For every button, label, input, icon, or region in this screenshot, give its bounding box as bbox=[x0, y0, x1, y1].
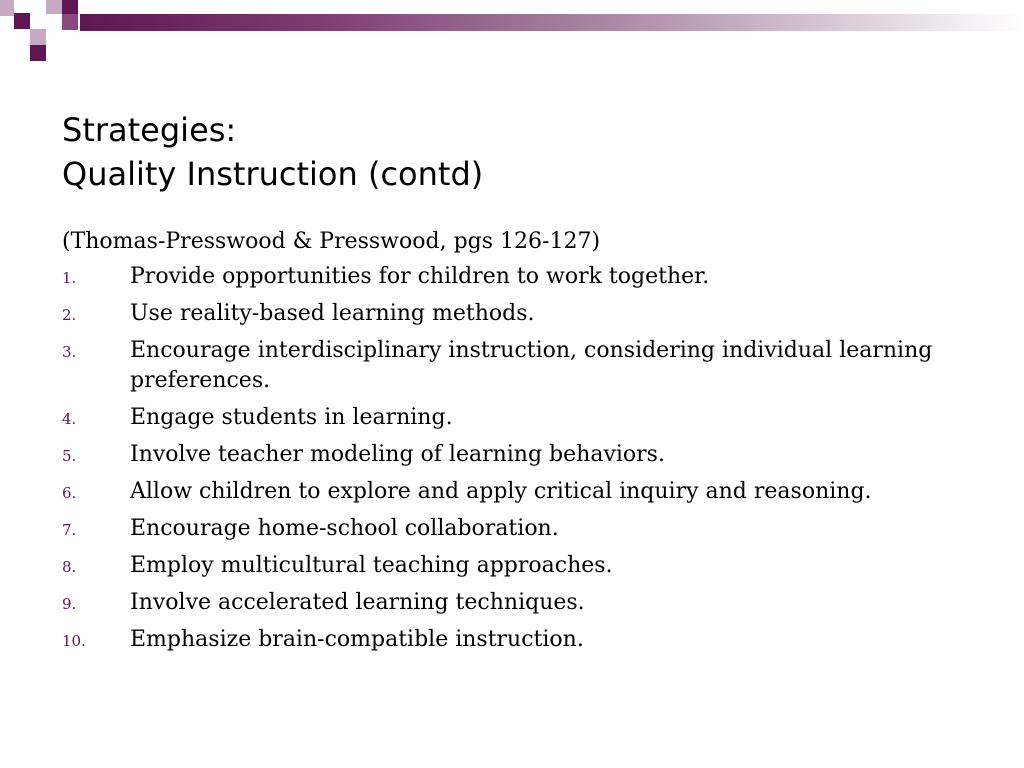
list-item bbox=[62, 551, 962, 581]
item-number: 3. bbox=[62, 343, 77, 361]
item-text: Involve teacher modeling of learning behaviors. bbox=[130, 442, 665, 467]
slide-title bbox=[62, 108, 962, 196]
gradient-bar bbox=[80, 14, 1024, 31]
list-item bbox=[62, 625, 962, 655]
decor-square bbox=[0, 0, 14, 16]
item-text: Engage students in learning. bbox=[130, 405, 453, 430]
item-text: Allow children to explore and apply critical inquiry and reasoning. bbox=[130, 479, 872, 504]
item-number: 1. bbox=[62, 269, 77, 287]
slide-body bbox=[62, 226, 962, 662]
item-number: 6. bbox=[62, 484, 77, 502]
strategy-list bbox=[62, 262, 962, 655]
item-number: 5. bbox=[62, 447, 77, 465]
decor-square bbox=[46, 0, 62, 14]
list-item bbox=[62, 262, 962, 292]
decor-square bbox=[30, 29, 46, 45]
item-number: 4. bbox=[62, 410, 77, 428]
item-text: Use reality-based learning methods. bbox=[130, 301, 535, 326]
item-text: Provide opportunities for children to work together. bbox=[130, 264, 710, 289]
item-text: Emphasize brain-compatible instruction. bbox=[130, 627, 584, 652]
list-item bbox=[62, 588, 962, 618]
item-text: Encourage interdisciplinary instruction, considering individual learning preferences. bbox=[130, 338, 933, 393]
decor-square bbox=[30, 45, 46, 61]
item-number: 10. bbox=[62, 632, 86, 650]
citation: (Thomas-Presswood & Presswood, pgs 126-127) bbox=[62, 229, 601, 254]
title-line-2: Quality Instruction (contd) bbox=[62, 155, 484, 193]
list-item bbox=[62, 440, 962, 470]
item-text: Employ multicultural teaching approaches. bbox=[130, 553, 613, 578]
decor-square bbox=[14, 13, 30, 29]
item-number: 2. bbox=[62, 306, 77, 324]
decor-square bbox=[62, 14, 78, 30]
item-number: 8. bbox=[62, 558, 77, 576]
item-text: Encourage home-school collaboration. bbox=[130, 516, 559, 541]
list-item bbox=[62, 477, 962, 507]
item-text: Involve accelerated learning techniques. bbox=[130, 590, 585, 615]
list-item bbox=[62, 336, 962, 396]
list-item bbox=[62, 403, 962, 433]
decor-square bbox=[46, 29, 62, 45]
list-item bbox=[62, 514, 962, 544]
item-number: 9. bbox=[62, 595, 77, 613]
list-item bbox=[62, 299, 962, 329]
decor-square bbox=[62, 0, 78, 14]
title-line-1: Strategies: bbox=[62, 111, 237, 149]
item-number: 7. bbox=[62, 521, 77, 539]
